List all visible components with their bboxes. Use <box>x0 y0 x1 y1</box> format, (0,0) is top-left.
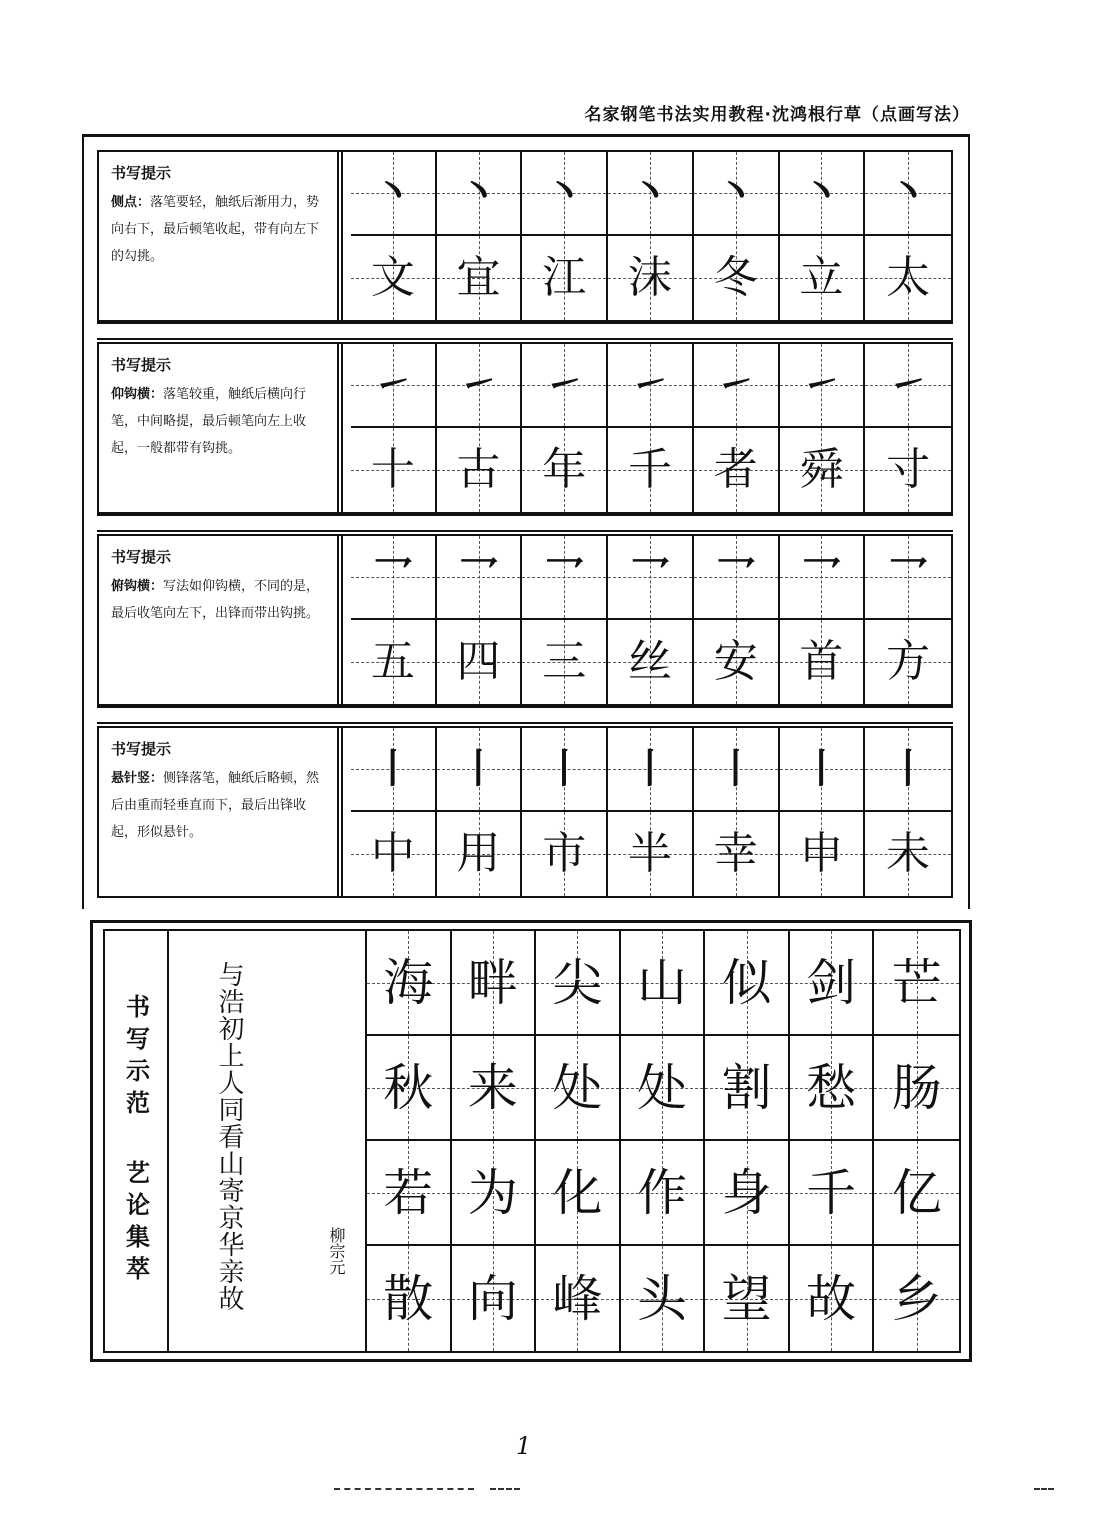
practice-section-rising-hook-horizontal <box>97 342 953 514</box>
sample-char: 十 <box>370 444 415 495</box>
tip-body <box>111 189 325 270</box>
grid-cell <box>874 1246 959 1351</box>
stroke-sample: 丶 <box>888 169 929 216</box>
tip-text: 写法如仰钩横，不同的是，最后收笔向左下，出锋而带出钩挑。 <box>111 579 320 621</box>
grid-cell <box>621 1141 706 1244</box>
stroke-sample: 丨 <box>372 745 413 792</box>
grid-cell <box>790 1036 875 1139</box>
stroke-sample: 丶 <box>458 169 499 216</box>
sample-char: 半 <box>627 828 672 879</box>
grid-cell <box>705 1141 790 1244</box>
stroke-sample: 乛 <box>629 553 670 600</box>
grid-cell <box>536 1246 621 1351</box>
poem-char: 乡 <box>891 1269 942 1328</box>
grid-cell <box>865 620 951 704</box>
poem-column <box>169 931 367 1351</box>
grid-cell <box>865 152 951 234</box>
demo-row <box>367 1036 959 1141</box>
grid-cell <box>705 1036 790 1139</box>
grid-cell <box>437 620 523 704</box>
grid-cell <box>608 344 694 426</box>
grid-cell <box>522 812 608 896</box>
practice-grid <box>351 152 951 320</box>
grid-cell <box>865 236 951 320</box>
grid-cell <box>437 236 523 320</box>
sample-char: 年 <box>542 444 587 495</box>
grid-cell <box>351 152 437 234</box>
grid-cell <box>522 536 608 618</box>
stroke-sample: ㇀ <box>544 361 585 408</box>
poem-author: 柳宗元 <box>327 1227 346 1275</box>
poem-title: 与浩初上人同看山寄京华亲故 <box>214 961 244 1312</box>
grid-cell <box>705 1246 790 1351</box>
grid-cell <box>437 428 523 512</box>
grid-cell <box>694 152 780 234</box>
grid-cell <box>351 728 437 810</box>
poem-char: 作 <box>636 1163 687 1222</box>
sample-char: 沫 <box>627 252 672 303</box>
grid-cell <box>536 1036 621 1139</box>
grid-cell <box>608 620 694 704</box>
poem-char: 峰 <box>552 1269 603 1328</box>
sample-char: 安 <box>713 636 758 687</box>
grid-cell <box>437 728 523 810</box>
grid-cell <box>536 1141 621 1244</box>
sample-char: 者 <box>713 444 758 495</box>
stroke-row <box>351 728 951 812</box>
poem-char: 向 <box>467 1269 518 1328</box>
stroke-sample: ㇀ <box>715 361 756 408</box>
stroke-sample: ㇀ <box>629 361 670 408</box>
poem-char: 尖 <box>552 953 603 1012</box>
tip-text: 落笔要轻，触纸后渐用力，势向右下，最后顿笔收起，带有向左下的勾挑。 <box>111 195 320 264</box>
practice-section-side-dot <box>97 150 953 322</box>
poem-char: 来 <box>467 1058 518 1117</box>
grid-cell <box>780 728 866 810</box>
grid-cell <box>694 428 780 512</box>
tip-body <box>111 573 325 627</box>
section-separator <box>97 514 953 532</box>
grid-cell <box>790 931 875 1034</box>
grid-cell <box>608 812 694 896</box>
writing-tip <box>99 344 343 512</box>
grid-cell <box>780 428 866 512</box>
tip-term: 仰钩横： <box>111 387 164 402</box>
demonstration-panel <box>90 920 972 1362</box>
sample-char: 三 <box>542 636 587 687</box>
stroke-sample: 乛 <box>372 553 413 600</box>
scan-artifact <box>490 1488 520 1490</box>
stroke-sample: 丶 <box>372 169 413 216</box>
tip-body <box>111 765 325 846</box>
grid-cell <box>790 1246 875 1351</box>
grid-cell <box>694 236 780 320</box>
grid-cell <box>351 236 437 320</box>
demo-side-label <box>105 931 169 1351</box>
scan-artifact <box>334 1488 474 1490</box>
grid-cell <box>522 236 608 320</box>
stroke-sample: 丨 <box>544 745 585 792</box>
grid-cell <box>874 931 959 1034</box>
tip-term: 俯钩横： <box>111 579 164 594</box>
sample-char: 首 <box>799 636 844 687</box>
grid-cell <box>367 1036 452 1139</box>
poem-char: 秋 <box>383 1058 434 1117</box>
char-row <box>351 236 951 320</box>
grid-cell <box>522 344 608 426</box>
grid-cell <box>865 812 951 896</box>
grid-cell <box>621 1246 706 1351</box>
grid-cell <box>367 931 452 1034</box>
grid-cell <box>522 620 608 704</box>
grid-cell <box>694 344 780 426</box>
grid-cell <box>367 1141 452 1244</box>
sample-char: 宜 <box>456 252 501 303</box>
poem-char: 望 <box>721 1269 772 1328</box>
grid-cell <box>351 344 437 426</box>
grid-cell <box>608 536 694 618</box>
stroke-sample: 丨 <box>458 745 499 792</box>
grid-cell <box>437 344 523 426</box>
poem-char: 畔 <box>467 953 518 1012</box>
char-row <box>351 428 951 512</box>
sample-char: 立 <box>799 252 844 303</box>
grid-cell <box>874 1036 959 1139</box>
sample-char: 古 <box>456 444 501 495</box>
poem-char: 剑 <box>806 953 857 1012</box>
poem-char: 山 <box>636 953 687 1012</box>
page-number: 1 <box>516 1432 532 1460</box>
practice-section-falling-hook-horizontal <box>97 534 953 706</box>
practice-grid <box>351 344 951 512</box>
grid-cell <box>351 812 437 896</box>
stroke-sample: 丶 <box>544 169 585 216</box>
stroke-row <box>351 152 951 236</box>
grid-cell <box>437 152 523 234</box>
tip-title: 书写提示 <box>111 356 172 374</box>
grid-cell <box>874 1141 959 1244</box>
grid-cell <box>780 236 866 320</box>
writing-tip <box>99 536 343 704</box>
grid-cell <box>608 236 694 320</box>
sample-char: 申 <box>799 828 844 879</box>
grid-cell <box>780 812 866 896</box>
writing-tip <box>99 728 343 896</box>
sample-char: 千 <box>627 444 672 495</box>
poem-char: 海 <box>383 953 434 1012</box>
demonstration-inner-frame <box>103 929 961 1353</box>
grid-cell <box>780 344 866 426</box>
grid-cell <box>522 728 608 810</box>
poem-char: 芒 <box>891 953 942 1012</box>
demo-row <box>367 931 959 1036</box>
stroke-row <box>351 536 951 620</box>
running-header: 名家钢笔书法实用教程·沈鸿根行草（点画写法） <box>584 105 970 125</box>
poem-char: 故 <box>806 1269 857 1328</box>
label-art-theory: 艺论集萃 <box>121 1160 150 1288</box>
poem-char: 千 <box>806 1163 857 1222</box>
grid-cell <box>865 428 951 512</box>
sample-char: 未 <box>886 828 931 879</box>
practice-grid <box>351 536 951 704</box>
grid-cell <box>608 428 694 512</box>
stroke-sample: 丶 <box>801 169 842 216</box>
grid-cell <box>452 1036 537 1139</box>
tip-text: 侧锋落笔，触纸后略顿，然后由重而轻垂直而下，最后出锋收起，形似悬针。 <box>111 771 320 840</box>
grid-cell <box>351 536 437 618</box>
stroke-sample: ㇀ <box>888 361 929 408</box>
sample-char: 文 <box>370 252 415 303</box>
grid-cell <box>608 152 694 234</box>
sample-char: 用 <box>456 828 501 879</box>
stroke-sample: 乛 <box>544 553 585 600</box>
demo-row <box>367 1246 959 1351</box>
stroke-sample: 丶 <box>629 169 670 216</box>
demo-row <box>367 1141 959 1246</box>
poem-char: 身 <box>721 1163 772 1222</box>
grid-cell <box>780 536 866 618</box>
sample-char: 寸 <box>886 444 931 495</box>
tip-term: 悬针竖： <box>111 771 164 786</box>
char-row <box>351 812 951 896</box>
tip-term: 侧点： <box>111 195 151 210</box>
sample-char: 幸 <box>713 828 758 879</box>
poem-char: 处 <box>552 1058 603 1117</box>
stroke-sample: ㇀ <box>801 361 842 408</box>
stroke-sample: ㇀ <box>372 361 413 408</box>
sample-char: 冬 <box>713 252 758 303</box>
grid-cell <box>694 536 780 618</box>
sample-char: 丝 <box>627 636 672 687</box>
stroke-sample: 乛 <box>801 553 842 600</box>
poem-char: 若 <box>383 1163 434 1222</box>
grid-cell <box>694 728 780 810</box>
poem-char: 为 <box>467 1163 518 1222</box>
stroke-sample: 乛 <box>715 553 756 600</box>
sample-char: 四 <box>456 636 501 687</box>
poem-char: 散 <box>383 1269 434 1328</box>
stroke-sample: 丨 <box>888 745 929 792</box>
grid-cell <box>536 931 621 1034</box>
grid-cell <box>452 1246 537 1351</box>
grid-cell <box>621 931 706 1034</box>
practice-grid <box>351 728 951 896</box>
sample-char: 中 <box>370 828 415 879</box>
grid-cell <box>865 344 951 426</box>
poem-char: 亿 <box>891 1163 942 1222</box>
sample-char: 市 <box>542 828 587 879</box>
grid-cell <box>705 931 790 1034</box>
stroke-sample: 丨 <box>801 745 842 792</box>
grid-cell <box>522 152 608 234</box>
grid-cell <box>790 1141 875 1244</box>
sample-char: 方 <box>886 636 931 687</box>
grid-cell <box>608 728 694 810</box>
grid-cell <box>351 428 437 512</box>
grid-cell <box>780 152 866 234</box>
grid-cell <box>865 536 951 618</box>
grid-cell <box>865 728 951 810</box>
section-separator <box>97 322 953 340</box>
poem-char: 化 <box>552 1163 603 1222</box>
grid-cell <box>780 620 866 704</box>
poem-char: 头 <box>636 1269 687 1328</box>
scan-artifact <box>1034 1488 1054 1490</box>
poem-char: 处 <box>636 1058 687 1117</box>
poem-char: 肠 <box>891 1058 942 1117</box>
char-row <box>351 620 951 704</box>
grid-cell <box>452 931 537 1034</box>
writing-tip <box>99 152 343 320</box>
grid-cell <box>522 428 608 512</box>
grid-cell <box>437 812 523 896</box>
grid-cell <box>452 1141 537 1244</box>
stroke-row <box>351 344 951 428</box>
label-writing-demo: 书写示范 <box>121 994 150 1122</box>
stroke-sample: ㇀ <box>458 361 499 408</box>
sample-char: 舜 <box>799 444 844 495</box>
section-separator <box>97 706 953 724</box>
stroke-sample: 乛 <box>888 553 929 600</box>
sample-char: 五 <box>370 636 415 687</box>
grid-cell <box>367 1246 452 1351</box>
sample-char: 江 <box>542 252 587 303</box>
tip-title: 书写提示 <box>111 548 172 566</box>
grid-cell <box>694 620 780 704</box>
stroke-sample: 丨 <box>629 745 670 792</box>
tip-body <box>111 381 325 462</box>
tip-title: 书写提示 <box>111 740 172 758</box>
grid-cell <box>437 536 523 618</box>
stroke-sample: 丶 <box>715 169 756 216</box>
sample-char: 太 <box>886 252 931 303</box>
demo-grid <box>367 931 959 1351</box>
stroke-sample: 乛 <box>458 553 499 600</box>
grid-cell <box>621 1036 706 1139</box>
grid-cell <box>694 812 780 896</box>
poem-char: 似 <box>721 953 772 1012</box>
grid-cell <box>351 620 437 704</box>
practice-section-suspended-needle-vertical <box>97 726 953 898</box>
tip-text: 落笔较重，触纸后横向行笔，中间略提，最后顿笔向左上收起，一般都带有钩挑。 <box>111 387 307 456</box>
tip-title: 书写提示 <box>111 164 172 182</box>
poem-char: 割 <box>721 1058 772 1117</box>
stroke-sample: 丨 <box>715 745 756 792</box>
poem-char: 愁 <box>806 1058 857 1117</box>
